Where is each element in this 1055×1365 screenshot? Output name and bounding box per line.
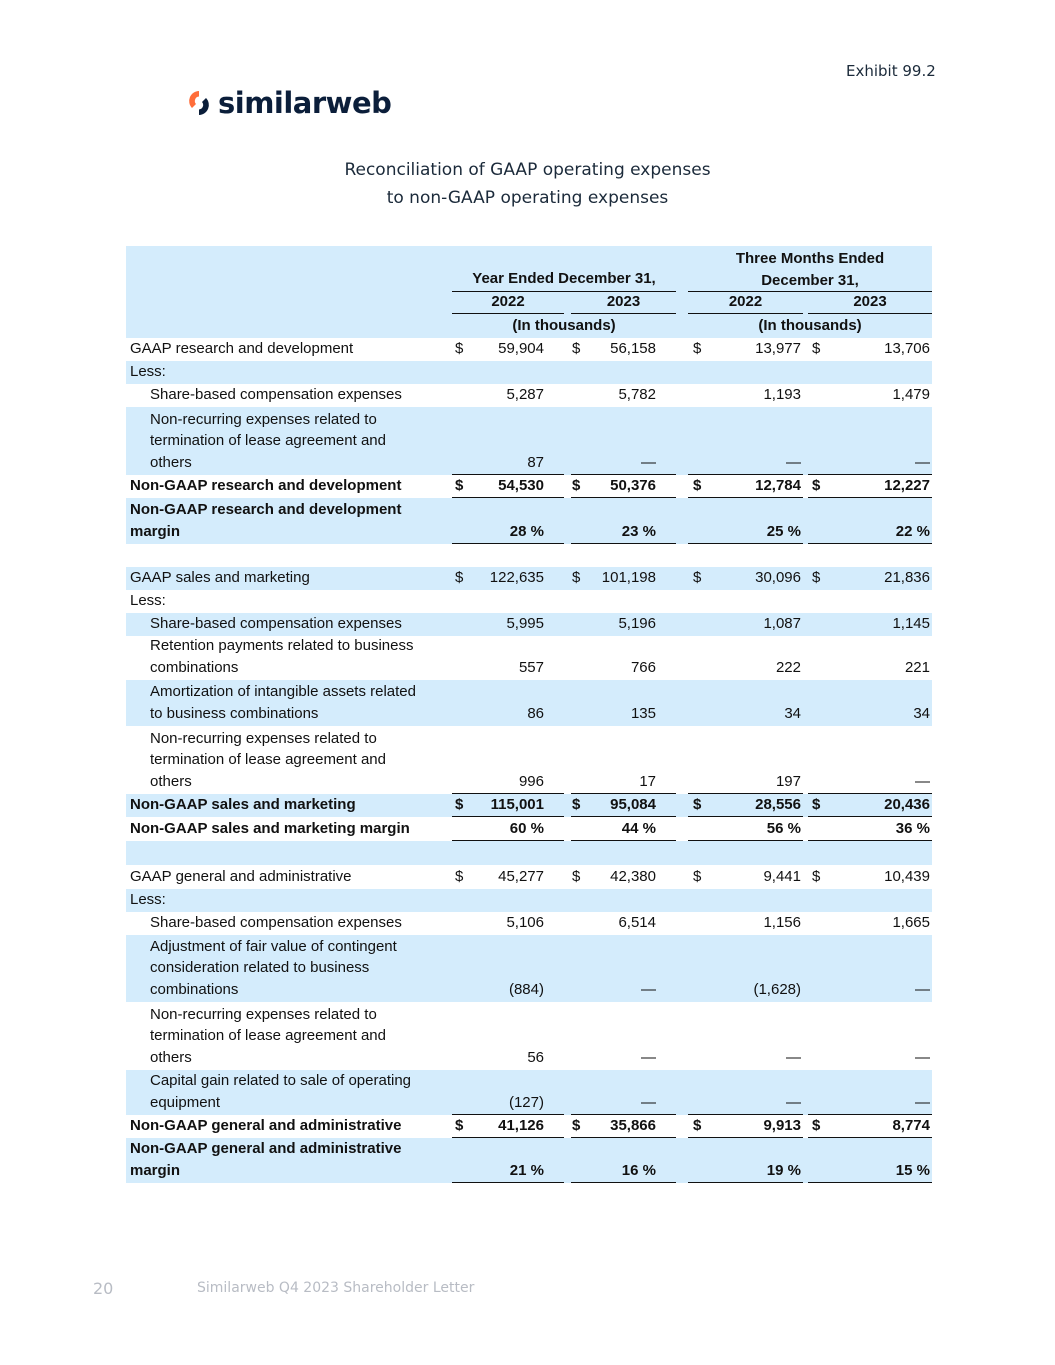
dollar-sign: $ bbox=[812, 868, 821, 885]
row-label: Share-based compensation expenses bbox=[150, 614, 402, 632]
table-row bbox=[126, 636, 932, 680]
cell-value: (127) bbox=[508, 1094, 544, 1111]
cell-value: — bbox=[786, 1049, 801, 1066]
cell-value: 28,556 bbox=[755, 796, 801, 813]
cell-value: 16 % bbox=[621, 1162, 656, 1179]
table-row bbox=[126, 889, 932, 912]
dollar-sign: $ bbox=[812, 569, 821, 586]
title-line-2: to non-GAAP operating expenses bbox=[386, 188, 669, 208]
cell-value: 5,782 bbox=[618, 386, 656, 403]
dollar-sign: $ bbox=[693, 868, 702, 885]
row-label: Less: bbox=[130, 362, 166, 380]
row-label: Non-recurring expenses related to termination of lease agreement and others bbox=[150, 729, 386, 790]
cell-value: 42,380 bbox=[610, 868, 656, 885]
cell-value: — bbox=[915, 981, 930, 998]
unit-annual: (In thousands) bbox=[512, 317, 616, 334]
cell-value: 13,706 bbox=[884, 340, 930, 357]
cell-value: 60 % bbox=[509, 820, 544, 837]
cell-value: 5,287 bbox=[506, 386, 544, 403]
table-row bbox=[126, 817, 932, 841]
logo-text: similarweb bbox=[218, 86, 392, 120]
table-row bbox=[126, 680, 932, 726]
table-row bbox=[126, 361, 932, 384]
cell-value: 9,441 bbox=[763, 868, 801, 885]
table-row bbox=[126, 613, 932, 636]
dollar-sign: $ bbox=[572, 868, 581, 885]
row-label: Less: bbox=[130, 890, 166, 908]
cell-value: 101,198 bbox=[601, 569, 656, 586]
page-number: 20 bbox=[93, 1279, 114, 1298]
cell-value: 6,514 bbox=[618, 914, 656, 931]
cell-value: 95,084 bbox=[610, 796, 656, 813]
cell-value: 12,784 bbox=[755, 477, 801, 494]
row-label: Non-GAAP research and development margin bbox=[130, 501, 402, 540]
exhibit-label: Exhibit 99.2 bbox=[846, 62, 936, 80]
table-body bbox=[126, 338, 932, 1183]
row-label: Adjustment of fair value of contingent consideration related to business combinations bbox=[150, 937, 397, 998]
dollar-sign: $ bbox=[455, 340, 464, 357]
cell-value: — bbox=[641, 454, 656, 471]
cell-value: — bbox=[915, 1049, 930, 1066]
cell-value: 44 % bbox=[621, 820, 656, 837]
table-row bbox=[126, 475, 932, 498]
table-row bbox=[126, 1115, 932, 1138]
cell-value: — bbox=[786, 1094, 801, 1111]
dollar-sign: $ bbox=[572, 340, 581, 357]
dollar-sign: $ bbox=[455, 477, 464, 494]
dollar-sign: $ bbox=[693, 569, 702, 586]
cell-value: — bbox=[915, 454, 930, 471]
header-three-months bbox=[688, 248, 932, 292]
footer-text: Similarweb Q4 2023 Shareholder Letter bbox=[197, 1280, 475, 1296]
cell-value: — bbox=[641, 981, 656, 998]
cell-value: 197 bbox=[775, 773, 801, 790]
header-three-months-line2: December 31, bbox=[761, 272, 859, 289]
table-row bbox=[126, 841, 932, 865]
cell-value: 35,866 bbox=[610, 1117, 656, 1134]
cell-value: 50,376 bbox=[610, 477, 656, 494]
cell-value: 1,665 bbox=[892, 914, 930, 931]
cell-value: 15 % bbox=[895, 1162, 930, 1179]
cell-value: (884) bbox=[508, 981, 544, 998]
row-label: Capital gain related to sale of operating equipment bbox=[150, 1072, 412, 1111]
dollar-sign: $ bbox=[572, 477, 581, 494]
cell-value: 1,479 bbox=[892, 386, 930, 403]
dollar-sign: $ bbox=[693, 477, 702, 494]
cell-value: 54,530 bbox=[498, 477, 544, 494]
dollar-sign: $ bbox=[455, 1117, 464, 1134]
cell-value: 5,106 bbox=[506, 914, 544, 931]
table-row bbox=[126, 498, 932, 544]
table-row bbox=[126, 384, 932, 407]
year-2023-quarter: 2023 bbox=[853, 293, 887, 310]
cell-value: 34 bbox=[784, 705, 801, 722]
row-label: Share-based compensation expenses bbox=[150, 385, 402, 403]
cell-value: 20,436 bbox=[884, 796, 930, 813]
table-row bbox=[126, 567, 932, 590]
row-label: Non-GAAP sales and marketing margin bbox=[130, 819, 410, 837]
cell-value: 135 bbox=[630, 705, 656, 722]
table-row bbox=[126, 544, 932, 567]
dollar-sign: $ bbox=[455, 868, 464, 885]
table-row bbox=[126, 912, 932, 935]
row-label: Non-GAAP general and administrative bbox=[130, 1116, 402, 1134]
title-line-1: Reconciliation of GAAP operating expenses bbox=[344, 160, 711, 180]
year-2023-annual: 2023 bbox=[606, 293, 641, 310]
dollar-sign: $ bbox=[572, 1117, 581, 1134]
dollar-sign: $ bbox=[572, 796, 581, 813]
cell-value: 59,904 bbox=[498, 340, 544, 357]
dollar-sign: $ bbox=[812, 1117, 821, 1134]
table-row bbox=[126, 1138, 932, 1183]
table-header bbox=[126, 246, 932, 338]
table-row bbox=[126, 794, 932, 817]
cell-value: 8,774 bbox=[892, 1117, 930, 1134]
cell-value: 19 % bbox=[766, 1162, 801, 1179]
cell-value: 13,977 bbox=[755, 340, 801, 357]
cell-value: — bbox=[641, 1094, 656, 1111]
table-row bbox=[126, 1002, 932, 1070]
row-label: Non-recurring expenses related to termination of lease agreement and others bbox=[150, 1005, 386, 1066]
cell-value: 122,635 bbox=[489, 569, 544, 586]
table-row bbox=[126, 1070, 932, 1115]
dollar-sign: $ bbox=[693, 796, 702, 813]
cell-value: 56,158 bbox=[610, 340, 656, 357]
cell-value: — bbox=[915, 773, 930, 790]
year-2022-quarter: 2022 bbox=[728, 293, 763, 310]
dollar-sign: $ bbox=[812, 477, 821, 494]
cell-value: 557 bbox=[518, 659, 544, 676]
table-row bbox=[126, 338, 932, 361]
cell-value: 41,126 bbox=[498, 1117, 544, 1134]
header-three-months-line1: Three Months Ended bbox=[735, 250, 885, 267]
dollar-sign: $ bbox=[572, 569, 581, 586]
cell-value: 12,227 bbox=[884, 477, 930, 494]
cell-value: 9,913 bbox=[763, 1117, 801, 1134]
cell-value: 221 bbox=[904, 659, 930, 676]
table-row bbox=[126, 935, 932, 1002]
row-label: Non-GAAP sales and marketing bbox=[130, 795, 356, 813]
cell-value: 115,001 bbox=[490, 796, 544, 813]
header-year-ended: Year Ended December 31, bbox=[472, 270, 656, 287]
dollar-sign: $ bbox=[455, 796, 464, 813]
cell-value: 23 % bbox=[621, 523, 656, 540]
cell-value: 86 bbox=[527, 705, 544, 722]
cell-value: 996 bbox=[518, 773, 544, 790]
cell-value: 1,156 bbox=[763, 914, 801, 931]
cell-value: 30,096 bbox=[755, 569, 801, 586]
similarweb-logo-mark-icon bbox=[186, 88, 212, 118]
cell-value: 21,836 bbox=[884, 569, 930, 586]
cell-value: 56 bbox=[527, 1049, 544, 1066]
row-label: Non-recurring expenses related to termination of lease agreement and others bbox=[150, 410, 386, 471]
document-title bbox=[0, 156, 1055, 212]
row-label: Share-based compensation expenses bbox=[150, 913, 402, 931]
cell-value: 1,193 bbox=[763, 386, 801, 403]
similarweb-logo bbox=[186, 86, 391, 120]
cell-value: 28 % bbox=[509, 523, 544, 540]
cell-value: 36 % bbox=[895, 820, 930, 837]
cell-value: 87 bbox=[527, 454, 544, 471]
row-label: Non-GAAP general and administrative margin bbox=[130, 1140, 402, 1179]
dollar-sign: $ bbox=[812, 340, 821, 357]
cell-value: 222 bbox=[775, 659, 801, 676]
dollar-sign: $ bbox=[693, 340, 702, 357]
table-row bbox=[126, 865, 932, 889]
cell-value: — bbox=[786, 454, 801, 471]
cell-value: 56 % bbox=[766, 820, 801, 837]
cell-value: 25 % bbox=[766, 523, 801, 540]
unit-quarter: (In thousands) bbox=[758, 317, 862, 334]
cell-value: 21 % bbox=[509, 1162, 544, 1179]
cell-value: 45,277 bbox=[498, 868, 544, 885]
table-row bbox=[126, 590, 932, 613]
cell-value: 10,439 bbox=[884, 868, 930, 885]
cell-value: 766 bbox=[630, 659, 656, 676]
table-row bbox=[126, 726, 932, 794]
dollar-sign: $ bbox=[812, 796, 821, 813]
cell-value: 5,196 bbox=[618, 615, 656, 632]
row-label: GAAP sales and marketing bbox=[130, 568, 310, 586]
row-label: Amortization of intangible assets related to business combinations bbox=[150, 683, 416, 722]
row-label: Non-GAAP research and development bbox=[130, 476, 402, 494]
cell-value: 5,995 bbox=[506, 615, 544, 632]
cell-value: 1,145 bbox=[892, 615, 930, 632]
cell-value: 22 % bbox=[895, 523, 930, 540]
dollar-sign: $ bbox=[455, 569, 464, 586]
row-label: GAAP general and administrative bbox=[130, 867, 352, 885]
dollar-sign: $ bbox=[693, 1117, 702, 1134]
cell-value: (1,628) bbox=[753, 981, 801, 998]
row-label: Less: bbox=[130, 591, 166, 609]
cell-value: 1,087 bbox=[763, 615, 801, 632]
cell-value: 34 bbox=[913, 705, 930, 722]
year-2022-annual: 2022 bbox=[491, 293, 525, 310]
cell-value: — bbox=[641, 1049, 656, 1066]
table-row bbox=[126, 407, 932, 475]
row-label: GAAP research and development bbox=[130, 339, 354, 357]
cell-value: — bbox=[915, 1094, 930, 1111]
row-label: Retention payments related to business combinations bbox=[150, 637, 414, 676]
reconciliation-table bbox=[126, 246, 932, 1183]
cell-value: 17 bbox=[639, 773, 656, 790]
